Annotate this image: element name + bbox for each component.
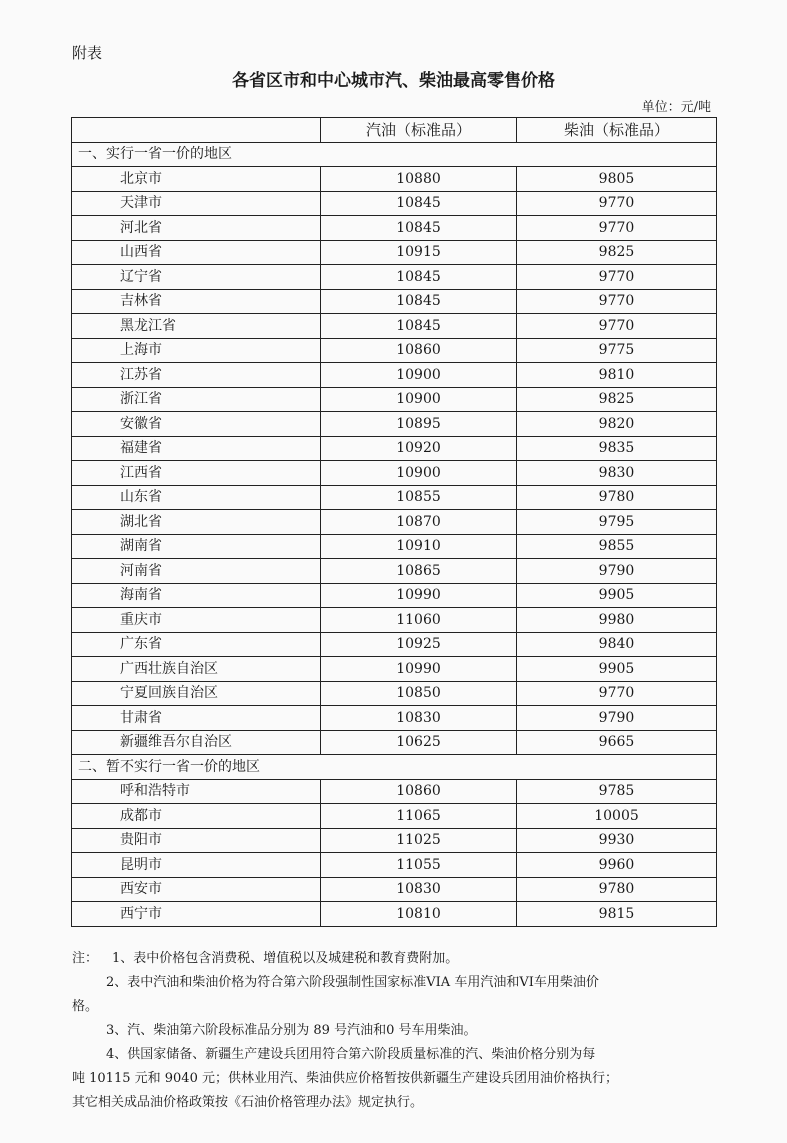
diesel-price-cell: 9810: [517, 363, 717, 388]
table-row: [72, 583, 717, 608]
region-cell: 河南省: [72, 559, 321, 584]
diesel-price-cell: 9815: [517, 902, 717, 927]
gasoline-price-cell: 11060: [321, 608, 517, 633]
diesel-price-cell: 9840: [517, 632, 717, 657]
region-cell: 安徽省: [72, 412, 321, 437]
note-4a: 4、供国家储备、新疆生产建设兵团用符合第六阶段质量标准的汽、柴油价格分别为每: [106, 1047, 596, 1062]
region-cell: 天津市: [72, 191, 321, 216]
region-cell: 海南省: [72, 583, 321, 608]
diesel-price-cell: 9825: [517, 387, 717, 412]
region-cell: 吉林省: [72, 289, 321, 314]
table-row: [72, 902, 717, 927]
region-cell: 湖北省: [72, 510, 321, 535]
region-cell: 湖南省: [72, 534, 321, 559]
diesel-price-cell: 9790: [517, 559, 717, 584]
note-4b: 吨 10115 元和 9040 元；供林业用汽、柴油供应价格暂按供新疆生产建设兵团用油价格执行；: [72, 1071, 618, 1086]
region-cell: 宁夏回族自治区: [72, 681, 321, 706]
gasoline-price-cell: 10925: [321, 632, 517, 657]
gasoline-price-cell: 10900: [321, 461, 517, 486]
diesel-price-cell: 9835: [517, 436, 717, 461]
table-row: [72, 265, 717, 290]
section-row: [72, 755, 717, 780]
gasoline-price-cell: 10810: [321, 902, 517, 927]
note-1-text: 1、表中价格包含消费税、增值税以及城建税和教育费附加。: [112, 951, 459, 966]
table-row: [72, 191, 717, 216]
gasoline-price-cell: 10845: [321, 289, 517, 314]
diesel-price-cell: 10005: [517, 804, 717, 829]
gasoline-price-cell: 10880: [321, 167, 517, 192]
attachment-label: 附表: [72, 44, 103, 62]
table-body: [72, 142, 717, 926]
table-row: [72, 485, 717, 510]
diesel-price-cell: 9905: [517, 583, 717, 608]
table-header-row: [72, 118, 717, 143]
section-label: 二、暂不实行一省一价的地区: [72, 755, 717, 780]
table-row: [72, 412, 717, 437]
table-row: [72, 314, 717, 339]
diesel-price-cell: 9980: [517, 608, 717, 633]
diesel-price-cell: 9770: [517, 265, 717, 290]
table-row: [72, 608, 717, 633]
table-row: [72, 877, 717, 902]
diesel-price-cell: 9825: [517, 240, 717, 265]
region-cell: 北京市: [72, 167, 321, 192]
table-row: [72, 804, 717, 829]
gasoline-price-cell: 10855: [321, 485, 517, 510]
header-region: [72, 118, 321, 143]
gasoline-price-cell: 10915: [321, 240, 517, 265]
gasoline-price-cell: 10845: [321, 191, 517, 216]
table-row: [72, 681, 717, 706]
diesel-price-cell: 9805: [517, 167, 717, 192]
diesel-price-cell: 9770: [517, 314, 717, 339]
gasoline-price-cell: 10865: [321, 559, 517, 584]
table-row: [72, 779, 717, 804]
diesel-price-cell: 9770: [517, 681, 717, 706]
price-table: [71, 117, 717, 927]
region-cell: 江西省: [72, 461, 321, 486]
diesel-price-cell: 9770: [517, 289, 717, 314]
gasoline-price-cell: 10870: [321, 510, 517, 535]
table-row: [72, 632, 717, 657]
table-row: [72, 216, 717, 241]
table-row: [72, 534, 717, 559]
region-cell: 西安市: [72, 877, 321, 902]
table-row: [72, 657, 717, 682]
gasoline-price-cell: 10900: [321, 387, 517, 412]
diesel-price-cell: 9770: [517, 216, 717, 241]
diesel-price-cell: 9790: [517, 706, 717, 731]
gasoline-price-cell: 10850: [321, 681, 517, 706]
region-cell: 广西壮族自治区: [72, 657, 321, 682]
gasoline-price-cell: 11025: [321, 828, 517, 853]
region-cell: 西宁市: [72, 902, 321, 927]
gasoline-price-cell: 10920: [321, 436, 517, 461]
diesel-price-cell: 9820: [517, 412, 717, 437]
gasoline-price-cell: 10830: [321, 877, 517, 902]
region-cell: 成都市: [72, 804, 321, 829]
region-cell: 山东省: [72, 485, 321, 510]
table-row: [72, 338, 717, 363]
header-diesel: 柴油（标准品）: [517, 118, 717, 143]
table-row: [72, 436, 717, 461]
table-row: [72, 461, 717, 486]
note-prefix: 注：: [72, 951, 99, 966]
gasoline-price-cell: 10830: [321, 706, 517, 731]
gasoline-price-cell: 10900: [321, 363, 517, 388]
region-cell: 呼和浩特市: [72, 779, 321, 804]
gasoline-price-cell: 10625: [321, 730, 517, 755]
table-row: [72, 828, 717, 853]
diesel-price-cell: 9905: [517, 657, 717, 682]
gasoline-price-cell: 10990: [321, 657, 517, 682]
header-gasoline: 汽油（标准品）: [321, 118, 517, 143]
note-3: 3、汽、柴油第六阶段标准品分别为 89 号汽油和0 号车用柴油。: [106, 1023, 477, 1038]
diesel-price-cell: 9665: [517, 730, 717, 755]
region-cell: 福建省: [72, 436, 321, 461]
note-2b: 格。: [72, 999, 99, 1014]
region-cell: 上海市: [72, 338, 321, 363]
gasoline-price-cell: 10990: [321, 583, 517, 608]
table-row: [72, 387, 717, 412]
region-cell: 浙江省: [72, 387, 321, 412]
note-4c: 其它相关成品油价格政策按《石油价格管理办法》规定执行。: [72, 1095, 424, 1110]
diesel-price-cell: 9785: [517, 779, 717, 804]
region-cell: 重庆市: [72, 608, 321, 633]
gasoline-price-cell: 11065: [321, 804, 517, 829]
table-row: [72, 167, 717, 192]
gasoline-price-cell: 10860: [321, 338, 517, 363]
table-row: [72, 706, 717, 731]
diesel-price-cell: 9960: [517, 853, 717, 878]
diesel-price-cell: 9930: [517, 828, 717, 853]
unit-label: 单位：元/吨: [641, 100, 711, 115]
table-row: [72, 240, 717, 265]
gasoline-price-cell: 10845: [321, 265, 517, 290]
table-row: [72, 289, 717, 314]
region-cell: 昆明市: [72, 853, 321, 878]
region-cell: 新疆维吾尔自治区: [72, 730, 321, 755]
region-cell: 贵阳市: [72, 828, 321, 853]
gasoline-price-cell: 10860: [321, 779, 517, 804]
diesel-price-cell: 9775: [517, 338, 717, 363]
table-row: [72, 363, 717, 388]
diesel-price-cell: 9830: [517, 461, 717, 486]
gasoline-price-cell: 10845: [321, 216, 517, 241]
note-1: [72, 947, 717, 971]
region-cell: 山西省: [72, 240, 321, 265]
section-row: [72, 142, 717, 167]
note-2a: 2、表中汽油和柴油价格为符合第六阶段强制性国家标准VIA 车用汽油和VI车用柴油价: [106, 975, 599, 990]
region-cell: 江苏省: [72, 363, 321, 388]
table-row: [72, 510, 717, 535]
diesel-price-cell: 9770: [517, 191, 717, 216]
diesel-price-cell: 9780: [517, 877, 717, 902]
gasoline-price-cell: 10895: [321, 412, 517, 437]
region-cell: 黑龙江省: [72, 314, 321, 339]
table-row: [72, 730, 717, 755]
table-row: [72, 559, 717, 584]
gasoline-price-cell: 10845: [321, 314, 517, 339]
region-cell: 辽宁省: [72, 265, 321, 290]
diesel-price-cell: 9780: [517, 485, 717, 510]
region-cell: 甘肃省: [72, 706, 321, 731]
document-title: 各省区市和中心城市汽、柴油最高零售价格: [232, 71, 555, 91]
diesel-price-cell: 9855: [517, 534, 717, 559]
table-row: [72, 853, 717, 878]
gasoline-price-cell: 10910: [321, 534, 517, 559]
section-label: 一、实行一省一价的地区: [72, 142, 717, 167]
gasoline-price-cell: 11055: [321, 853, 517, 878]
diesel-price-cell: 9795: [517, 510, 717, 535]
region-cell: 广东省: [72, 632, 321, 657]
notes-block: [72, 947, 717, 1115]
region-cell: 河北省: [72, 216, 321, 241]
